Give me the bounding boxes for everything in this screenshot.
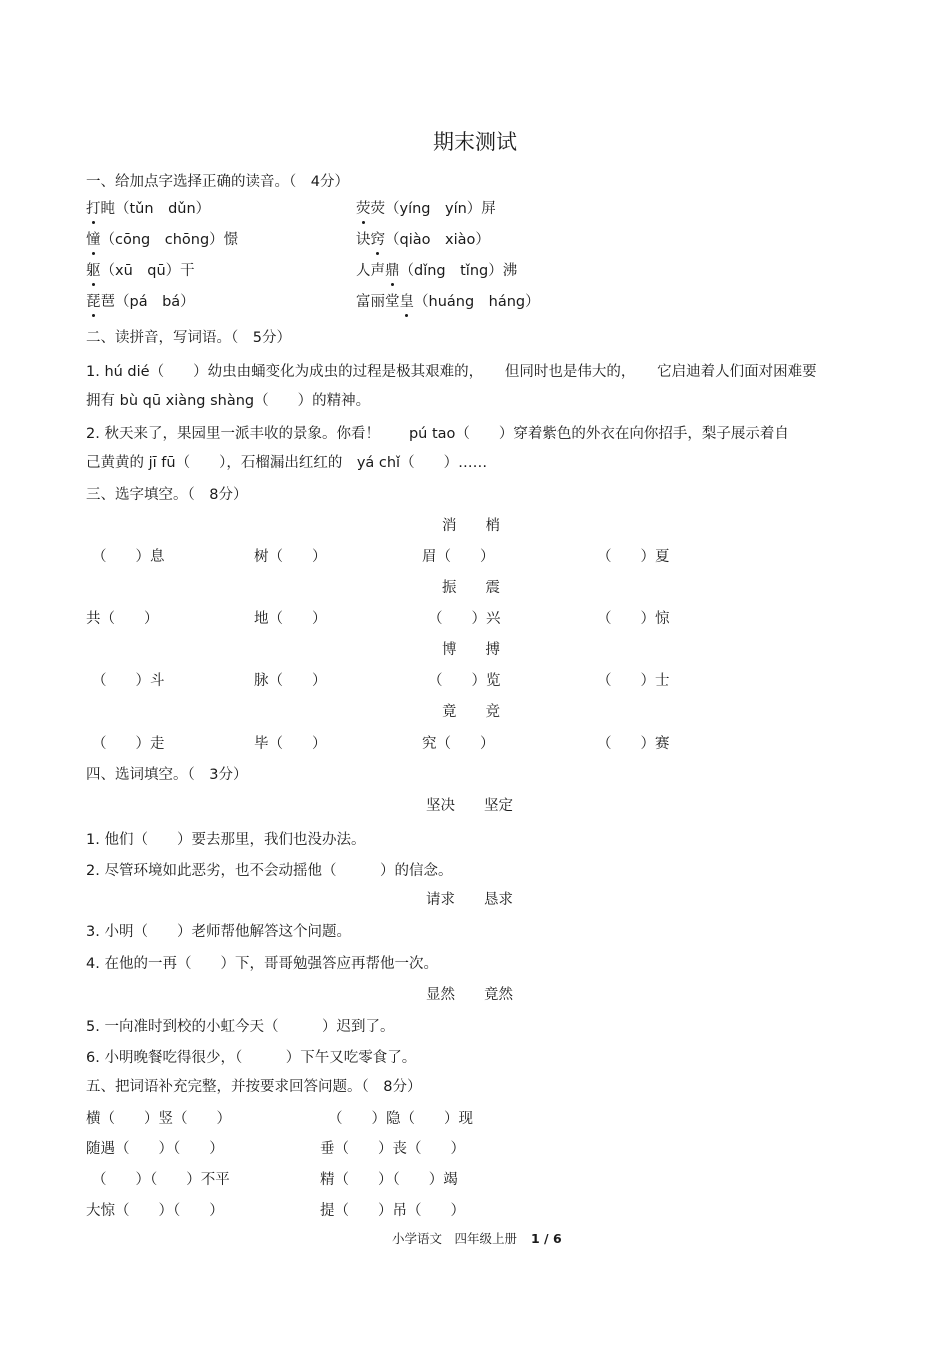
fill-cell: （ ）息: [92, 549, 165, 565]
idiom-cell: 大惊（ ）（ ）: [86, 1203, 224, 1219]
pinyin-item-6: 人声鼎（dǐng tǐng）沸: [356, 263, 518, 279]
fill-cell: （ ）士: [597, 673, 670, 689]
question-5: 5. 一向准时到校的小虹今天（ ）迟到了。: [86, 1019, 395, 1035]
section-2-line-1: 1. hú dié（ ）幼虫由蛹变化为成虫的过程是极其艰难的， 但同时也是伟大的， 它启迪着人们面对困难要: [86, 364, 817, 380]
question-1: 1. 他们（ ）要去那里，我们也没办法。: [86, 832, 366, 848]
char-pair-2: 振 震: [442, 580, 500, 596]
fill-cell: （ ）斗: [92, 673, 165, 689]
fill-cell: 毕（ ）: [254, 736, 327, 752]
idiom-cell: （ ）隐（ ）现: [328, 1111, 473, 1127]
question-2: 2. 尽管环境如此恶劣，也不会动摇他（ ）的信念。: [86, 863, 453, 879]
fill-cell: 共（ ）: [86, 611, 159, 627]
fill-cell: 脉（ ）: [254, 673, 327, 689]
fill-cell: 地（ ）: [254, 611, 327, 627]
section-4-header: 四、选词填空。（ 3分）: [86, 767, 248, 783]
pinyin-item-5: 躯（xū qū）干: [86, 263, 195, 279]
pinyin-item-1: 打盹（tǔn dǔn）: [86, 201, 211, 217]
char-pair-1: 消 梢: [442, 518, 500, 534]
idiom-cell: 横（ ）竖（ ）: [86, 1111, 231, 1127]
fill-cell: （ ）惊: [597, 611, 670, 627]
word-pair-2: 请求 恳求: [426, 892, 513, 908]
word-pair-1: 坚决 坚定: [426, 798, 513, 814]
char-pair-4: 竟 竞: [442, 704, 500, 720]
section-2-line-4: 己黄黄的 jī fū（ ），石榴漏出红红的 yá chǐ（ ）……: [86, 455, 488, 471]
idiom-cell: 精（ ）（ ）竭: [320, 1172, 458, 1188]
pinyin-item-8: 富丽堂皇（huáng háng）: [356, 294, 540, 310]
idiom-cell: 随遇（ ）（ ）: [86, 1141, 224, 1157]
idiom-cell: 提（ ）吊（ ）: [320, 1203, 465, 1219]
idiom-cell: 垂（ ）丧（ ）: [320, 1141, 465, 1157]
fill-cell: （ ）夏: [597, 549, 670, 565]
fill-cell: 树（ ）: [254, 549, 327, 565]
section-2-line-2: 拥有 bù qū xiàng shàng（ ）的精神。: [86, 393, 371, 409]
word-pair-3: 显然 竟然: [426, 987, 513, 1003]
fill-cell: （ ）走: [92, 736, 165, 752]
section-2-line-3: 2. 秋天来了，果园里一派丰收的景象。你看！ pú tao（ ）穿着紫色的外衣在向你招手，梨子展示着自: [86, 426, 789, 442]
idiom-cell: （ ）（ ）不平: [92, 1172, 230, 1188]
char-pair-3: 博 搏: [442, 642, 500, 658]
question-3: 3. 小明（ ）老师帮他解答这个问题。: [86, 924, 351, 940]
fill-cell: （ ）览: [428, 673, 501, 689]
fill-cell: （ ）赛: [597, 736, 670, 752]
fill-cell: 眉（ ）: [422, 549, 495, 565]
fill-cell: 究（ ）: [422, 736, 495, 752]
question-6: 6. 小明晚餐吃得很少，（ ）下午又吃零食了。: [86, 1050, 417, 1066]
footer-label: 小学语文 四年级上册: [392, 1231, 518, 1246]
pinyin-item-2: 荧荧（yíng yín）屏: [356, 201, 496, 217]
pinyin-item-3: 憧（cōng chōng）憬: [86, 232, 239, 248]
page-footer: [392, 1229, 562, 1249]
section-2-header: 二、读拼音，写词语。（ 5分）: [86, 330, 291, 346]
section-1-header: 一、给加点字选择正确的读音。（ 4分）: [86, 174, 349, 190]
pinyin-item-7: 琵琶（pá bá）: [86, 294, 195, 310]
page-number: 1 / 6: [531, 1231, 562, 1246]
section-3-header: 三、选字填空。（ 8分）: [86, 487, 248, 503]
section-5-header: 五、把词语补充完整，并按要求回答问题。（ 8分）: [86, 1079, 422, 1095]
page-title: 期末测试: [433, 130, 517, 154]
question-4: 4. 在他的一再（ ）下，哥哥勉强答应再帮他一次。: [86, 956, 438, 972]
pinyin-item-4: 诀窍（qiào xiào）: [356, 232, 490, 248]
fill-cell: （ ）兴: [428, 611, 501, 627]
